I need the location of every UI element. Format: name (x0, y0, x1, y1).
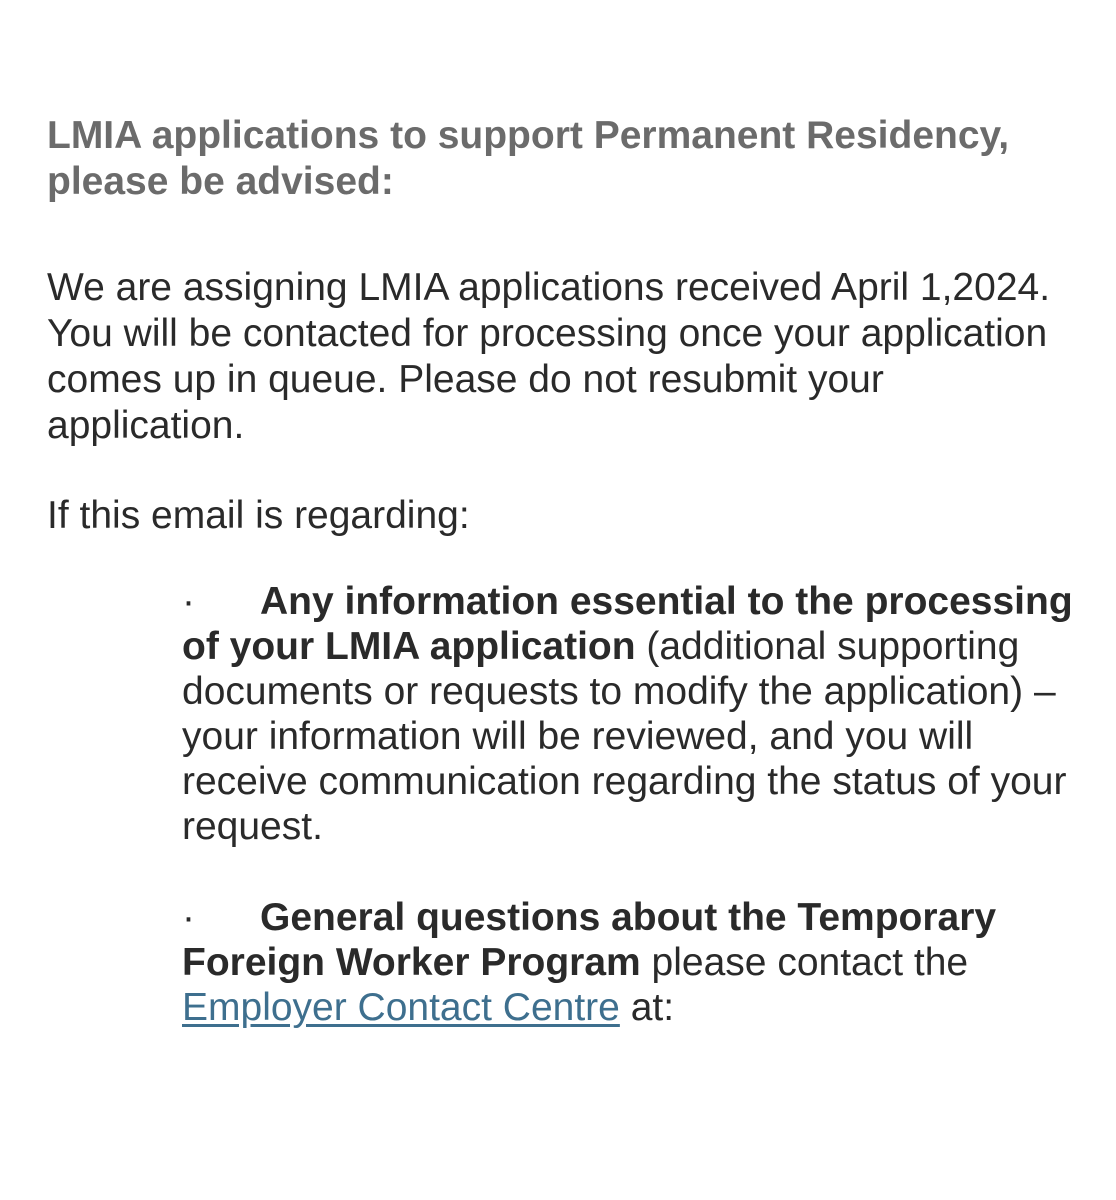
bullet-bold-text: Any information essential to the processing of your LMIA application (182, 580, 1073, 668)
employer-contact-centre-link[interactable]: Employer Contact Centre (182, 986, 620, 1029)
bullet-text-end: at: (619, 986, 675, 1029)
bullet-item-general-questions (182, 895, 1082, 1030)
intro-paragraph: We are assigning LMIA applications received April 1,2024. You will be contacted for processing once your application comes up in queue. Please do not resubmit your application. (47, 266, 1051, 447)
bullet-text: (additional supporting documents or requests to modify the application) – your information will be reviewed, and you will receive communication regarding the status of your request. (182, 625, 1067, 848)
bullet-text: please contact the (640, 941, 969, 984)
bullet-item-lmia-info (182, 579, 1082, 849)
email-heading: LMIA applications to support Permanent Residency, please be advised: (47, 114, 1010, 203)
email-body (47, 113, 1087, 1030)
bullet-marker: · (182, 896, 195, 939)
bullet-marker: · (182, 580, 195, 623)
bullet-bold-text: General questions about the Temporary Foreign Worker Program (182, 896, 997, 984)
regarding-paragraph: If this email is regarding: (47, 494, 470, 537)
